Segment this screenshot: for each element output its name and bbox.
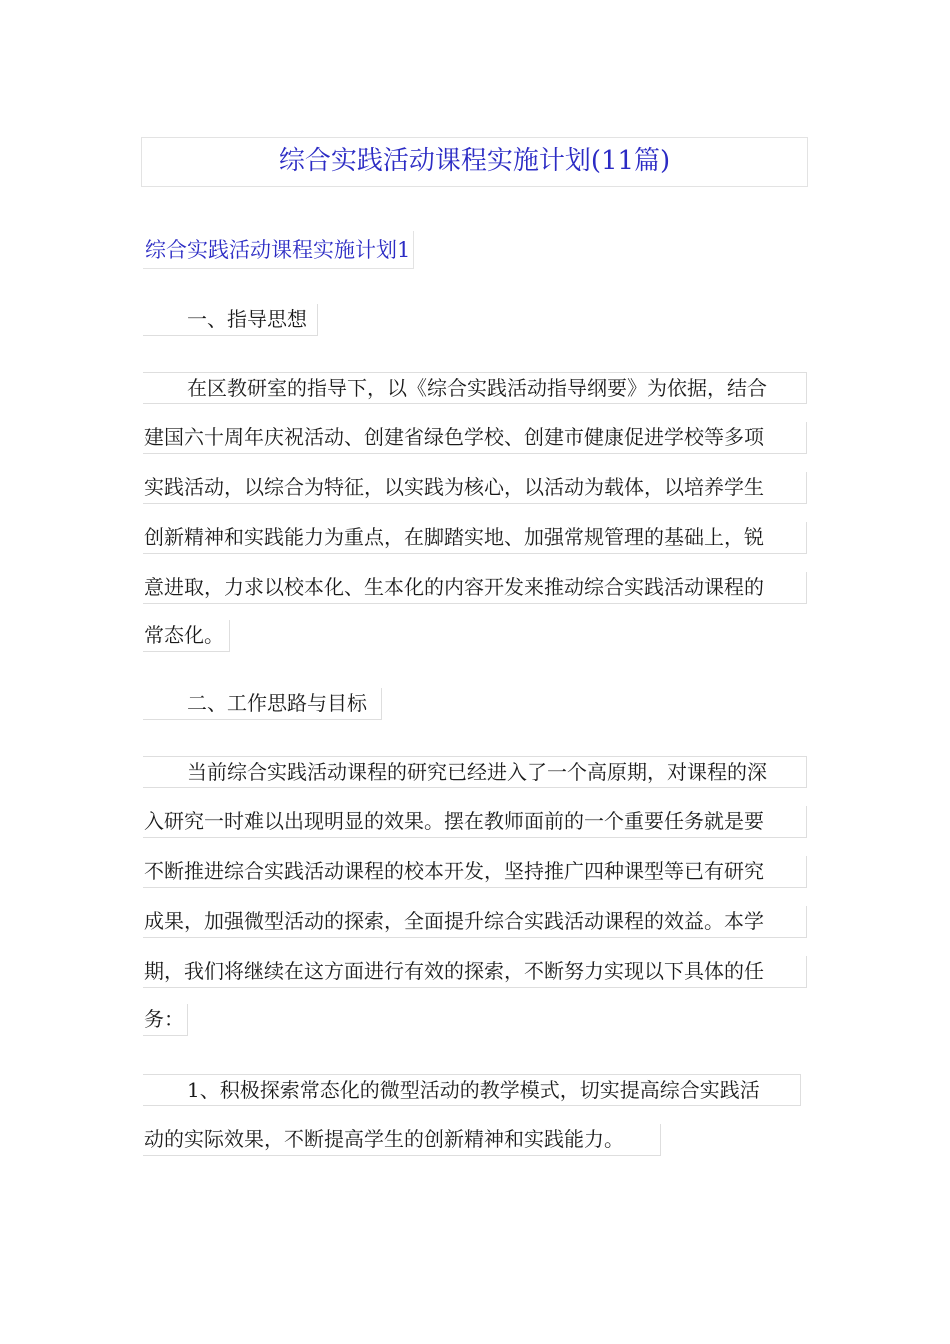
heading-work-ideas-goals: 二、工作思路与目标 xyxy=(143,688,382,720)
paragraph-line: 当前综合实践活动课程的研究已经进入了一个高原期，对课程的深 xyxy=(143,756,807,788)
paragraph-line: 成果，加强微型活动的探索，全面提升综合实践活动课程的效益。本学 xyxy=(143,906,807,938)
document-title: 综合实践活动课程实施计划(11篇) xyxy=(141,137,808,187)
heading-guiding-ideology: 一、指导思想 xyxy=(143,304,318,336)
paragraph-line: 在区教研室的指导下，以《综合实践活动指导纲要》为依据，结合 xyxy=(143,372,807,404)
paragraph-line: 建国六十周年庆祝活动、创建省绿色学校、创建市健康促进学校等多项 xyxy=(143,422,807,454)
section-title: 综合实践活动课程实施计划1 xyxy=(143,231,414,269)
paragraph-line: 实践活动，以综合为特征，以实践为核心，以活动为载体，以培养学生 xyxy=(143,472,807,504)
paragraph-line: 创新精神和实践能力为重点，在脚踏实地、加强常规管理的基础上，锐 xyxy=(143,522,807,554)
paragraph-line: 意进取，力求以校本化、生本化的内容开发来推动综合实践活动课程的 xyxy=(143,572,807,604)
paragraph-line: 1、积极探索常态化的微型活动的教学模式，切实提高综合实践活 xyxy=(143,1074,801,1106)
paragraph-line: 期，我们将继续在这方面进行有效的探索，不断努力实现以下具体的任 xyxy=(143,956,807,988)
paragraph-line: 动的实际效果，不断提高学生的创新精神和实践能力。 xyxy=(143,1124,661,1156)
paragraph-line: 常态化。 xyxy=(143,620,230,652)
paragraph-line: 入研究一时难以出现明显的效果。摆在教师面前的一个重要任务就是要 xyxy=(143,806,807,838)
paragraph-line: 务： xyxy=(143,1004,188,1036)
paragraph-line: 不断推进综合实践活动课程的校本开发，坚持推广四种课型等已有研究 xyxy=(143,856,807,888)
